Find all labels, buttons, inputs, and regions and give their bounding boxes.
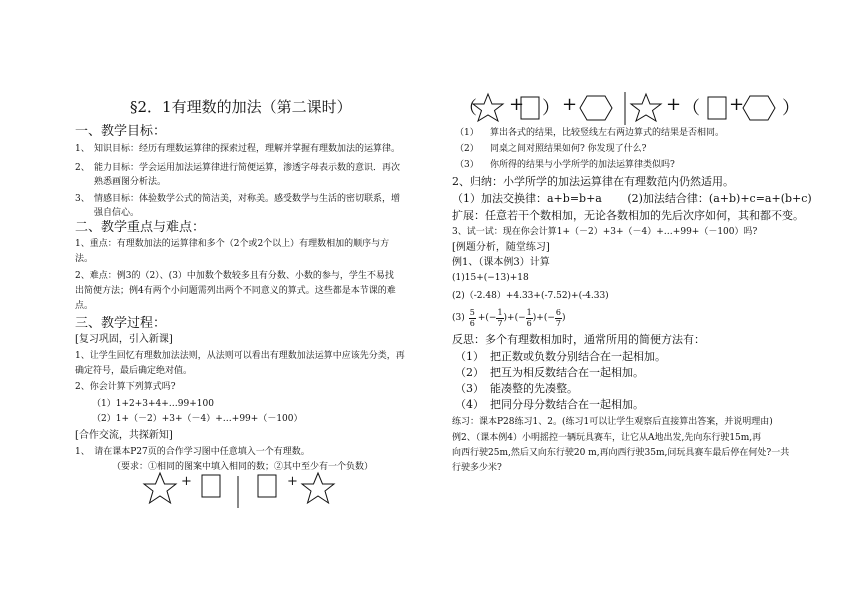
paren-open: （ — [682, 98, 700, 119]
example2-text: 行驶多少米? — [452, 463, 502, 473]
star-icon — [473, 94, 503, 121]
requirement-text: （要求：①相同的图案中填入相同的数；②其中至少有一个负数） — [112, 462, 374, 472]
minus-sign: − — [547, 313, 555, 323]
extension-text: 扩展：任意若干个数相加，无论各数相加的先后次序如何，其和都不变。 — [452, 209, 804, 222]
method-text: 把正数或负数分别结合在一起相加。 — [490, 350, 666, 363]
fraction — [496, 308, 503, 329]
fraction-numerator: 5 — [469, 307, 475, 317]
method-number: （2） — [455, 366, 484, 379]
example-expression-fractions — [452, 305, 566, 331]
keypoint-text: 法。 — [75, 254, 94, 264]
method-number: （4） — [455, 398, 484, 411]
fraction-denominator: 7 — [497, 318, 503, 328]
question-number: （2） — [455, 144, 479, 154]
keypoint-text: 2、难点：例3的（2）、(3）中加数个数较多且有分数、小数的参与，学生不易找 — [75, 271, 394, 281]
square-icon — [258, 475, 276, 497]
example-expression: (2)（-2.48）+4.33+(-7.52)+(-4.33) — [452, 291, 609, 301]
plus-sign: + — [509, 94, 525, 115]
fraction-numerator: 6 — [555, 307, 561, 317]
goal-text: 强自信心。 — [94, 208, 140, 218]
shapes-equation-left — [140, 470, 340, 510]
hexagon-icon — [580, 96, 612, 120]
expr-part: )+( — [503, 313, 519, 323]
fraction-denominator: 7 — [555, 318, 561, 328]
review-text: 2、你会计算下列算式吗? — [75, 382, 176, 392]
fraction — [526, 308, 533, 329]
paren-close: ） — [542, 98, 560, 119]
section-keypoints-heading: 二、教学重点与难点： — [75, 220, 206, 235]
method-text: 能凑整的先凑整。 — [490, 382, 578, 395]
fraction-numerator: 1 — [526, 307, 532, 317]
fraction-numerator: 1 — [497, 307, 503, 317]
minus-sign: − — [518, 313, 526, 323]
practice-text: 练习：课本P28练习1、2。(练习1可以让学生观察后直接算出答案，并说明理由) — [452, 417, 773, 427]
method-text: 把同分母分数结合在一起相加。 — [490, 398, 644, 411]
square-icon — [202, 475, 220, 497]
question-text: 同桌之间对照结果如何? 你发现了什么? — [490, 144, 647, 154]
laws-text: （1）加法交换律：a+b=b+a (2)加法结合律：(a+b)+c=a+(b+c) — [452, 192, 812, 205]
review-text: 1、让学生回忆有理数加法法则，从法则可以看出有理数加法运算中应该先分类，再 — [75, 351, 405, 361]
minus-sign: − — [488, 313, 497, 323]
example2-text: 例2、（课本例4）小明摇控一辆玩具赛车，让它从A地出发,先向东行驶15m,再 — [452, 433, 762, 443]
expr-part: ) — [561, 313, 566, 323]
goal-text: 知识目标：经历有理数运算律的探索过程，理解并掌握有理数加法的运算律。 — [94, 144, 401, 154]
page-title: §2．1有理数的加法（第二课时） — [130, 98, 352, 116]
section-process-heading: 三、教学过程： — [75, 316, 167, 331]
question-text: 算出各式的结果，比较竖线左右两边算式的结果是否相同。 — [490, 128, 725, 138]
goal-number: 1、 — [75, 144, 90, 154]
keypoint-text: 出简便方法；例4有两个小问题需列出两个不同意义的算式。这些都是本节课的难 — [75, 286, 396, 296]
square-icon — [708, 97, 726, 119]
goal-number: 3、 — [75, 194, 90, 204]
calc-item: （2）1+（－2）+3+（－4）+…+99+（－100） — [92, 414, 303, 424]
reflection-text: 反思：多个有理数相加时，通常所用的简便方法有： — [452, 333, 705, 346]
method-text: 把互为相反数结合在一起相加。 — [490, 366, 644, 379]
fraction-denominator: 6 — [526, 318, 532, 328]
star-icon — [302, 473, 334, 503]
plus-sign: + — [181, 474, 192, 489]
coop-heading: [合作交流，共探新知] — [75, 430, 173, 441]
question-text: 你所得的结果与小学所学的加法运算律类似吗? — [490, 160, 675, 170]
plus-sign: + — [729, 94, 745, 115]
question-number: （1） — [455, 128, 479, 138]
coop-text: 1、 请在课本P27页的合作学习图中任意填入一个有理数。 — [75, 447, 310, 457]
hexagon-icon — [743, 96, 775, 120]
try-text: 3、试一试：现在你会计算1+（－2）+3+（－4）+…+99+（－100）吗? — [452, 227, 758, 237]
example2-text: 向西行驶25m,然后又向东行驶20 m,再向西行驶35m,问玩具赛车最后停在何处?一共 — [452, 448, 790, 458]
goal-text: 能力目标：学会运用加法运算律进行简便运算，渗透字母表示数的意识．再次 — [94, 163, 401, 173]
goal-text: 熟悉画图分析法。 — [94, 177, 167, 187]
question-number: （3） — [455, 160, 479, 170]
method-number: （1） — [455, 350, 484, 363]
star-icon — [144, 473, 176, 503]
example-heading: [例题分析，随堂练习] — [452, 242, 550, 253]
review-heading: [复习巩固，引入新课] — [75, 334, 173, 345]
expr-part: +( — [477, 313, 489, 323]
example1-title: 例1、（课本例3）计算 — [452, 257, 550, 268]
star-icon — [631, 94, 661, 121]
paren-close: ） — [782, 98, 800, 119]
keypoint-text: 点。 — [75, 301, 94, 311]
keypoint-text: 1、重点：有理数加法的运算律和多个（2个或2个以上）有理数相加的顺序与方 — [75, 239, 390, 249]
expr-label: (3) — [452, 313, 465, 323]
goal-number: 2、 — [75, 163, 90, 173]
goal-text: 情感目标：体验数学公式的简洁美，对称美。感受数学与生活的密切联系，增 — [94, 194, 401, 204]
fraction — [469, 308, 476, 329]
plus-sign: + — [666, 94, 682, 115]
plus-sign: + — [562, 94, 578, 115]
paren-open: （ — [459, 98, 477, 119]
review-text: 确定符号，最后确定绝对值。 — [75, 366, 193, 376]
expr-part: )+( — [532, 313, 548, 323]
fraction — [555, 308, 562, 329]
summary-text: 2、归纳：小学所学的加法运算律在有理数范内仍然适用。 — [452, 175, 734, 188]
section-goals-heading: 一、教学目标： — [75, 124, 167, 139]
plus-sign: + — [287, 474, 298, 489]
calc-item: （1）1+2+3+4+…99+100 — [92, 399, 214, 409]
example-expression: (1)15+(−13)+18 — [452, 273, 529, 283]
fraction-denominator: 6 — [469, 318, 475, 328]
method-number: （3） — [455, 382, 484, 395]
